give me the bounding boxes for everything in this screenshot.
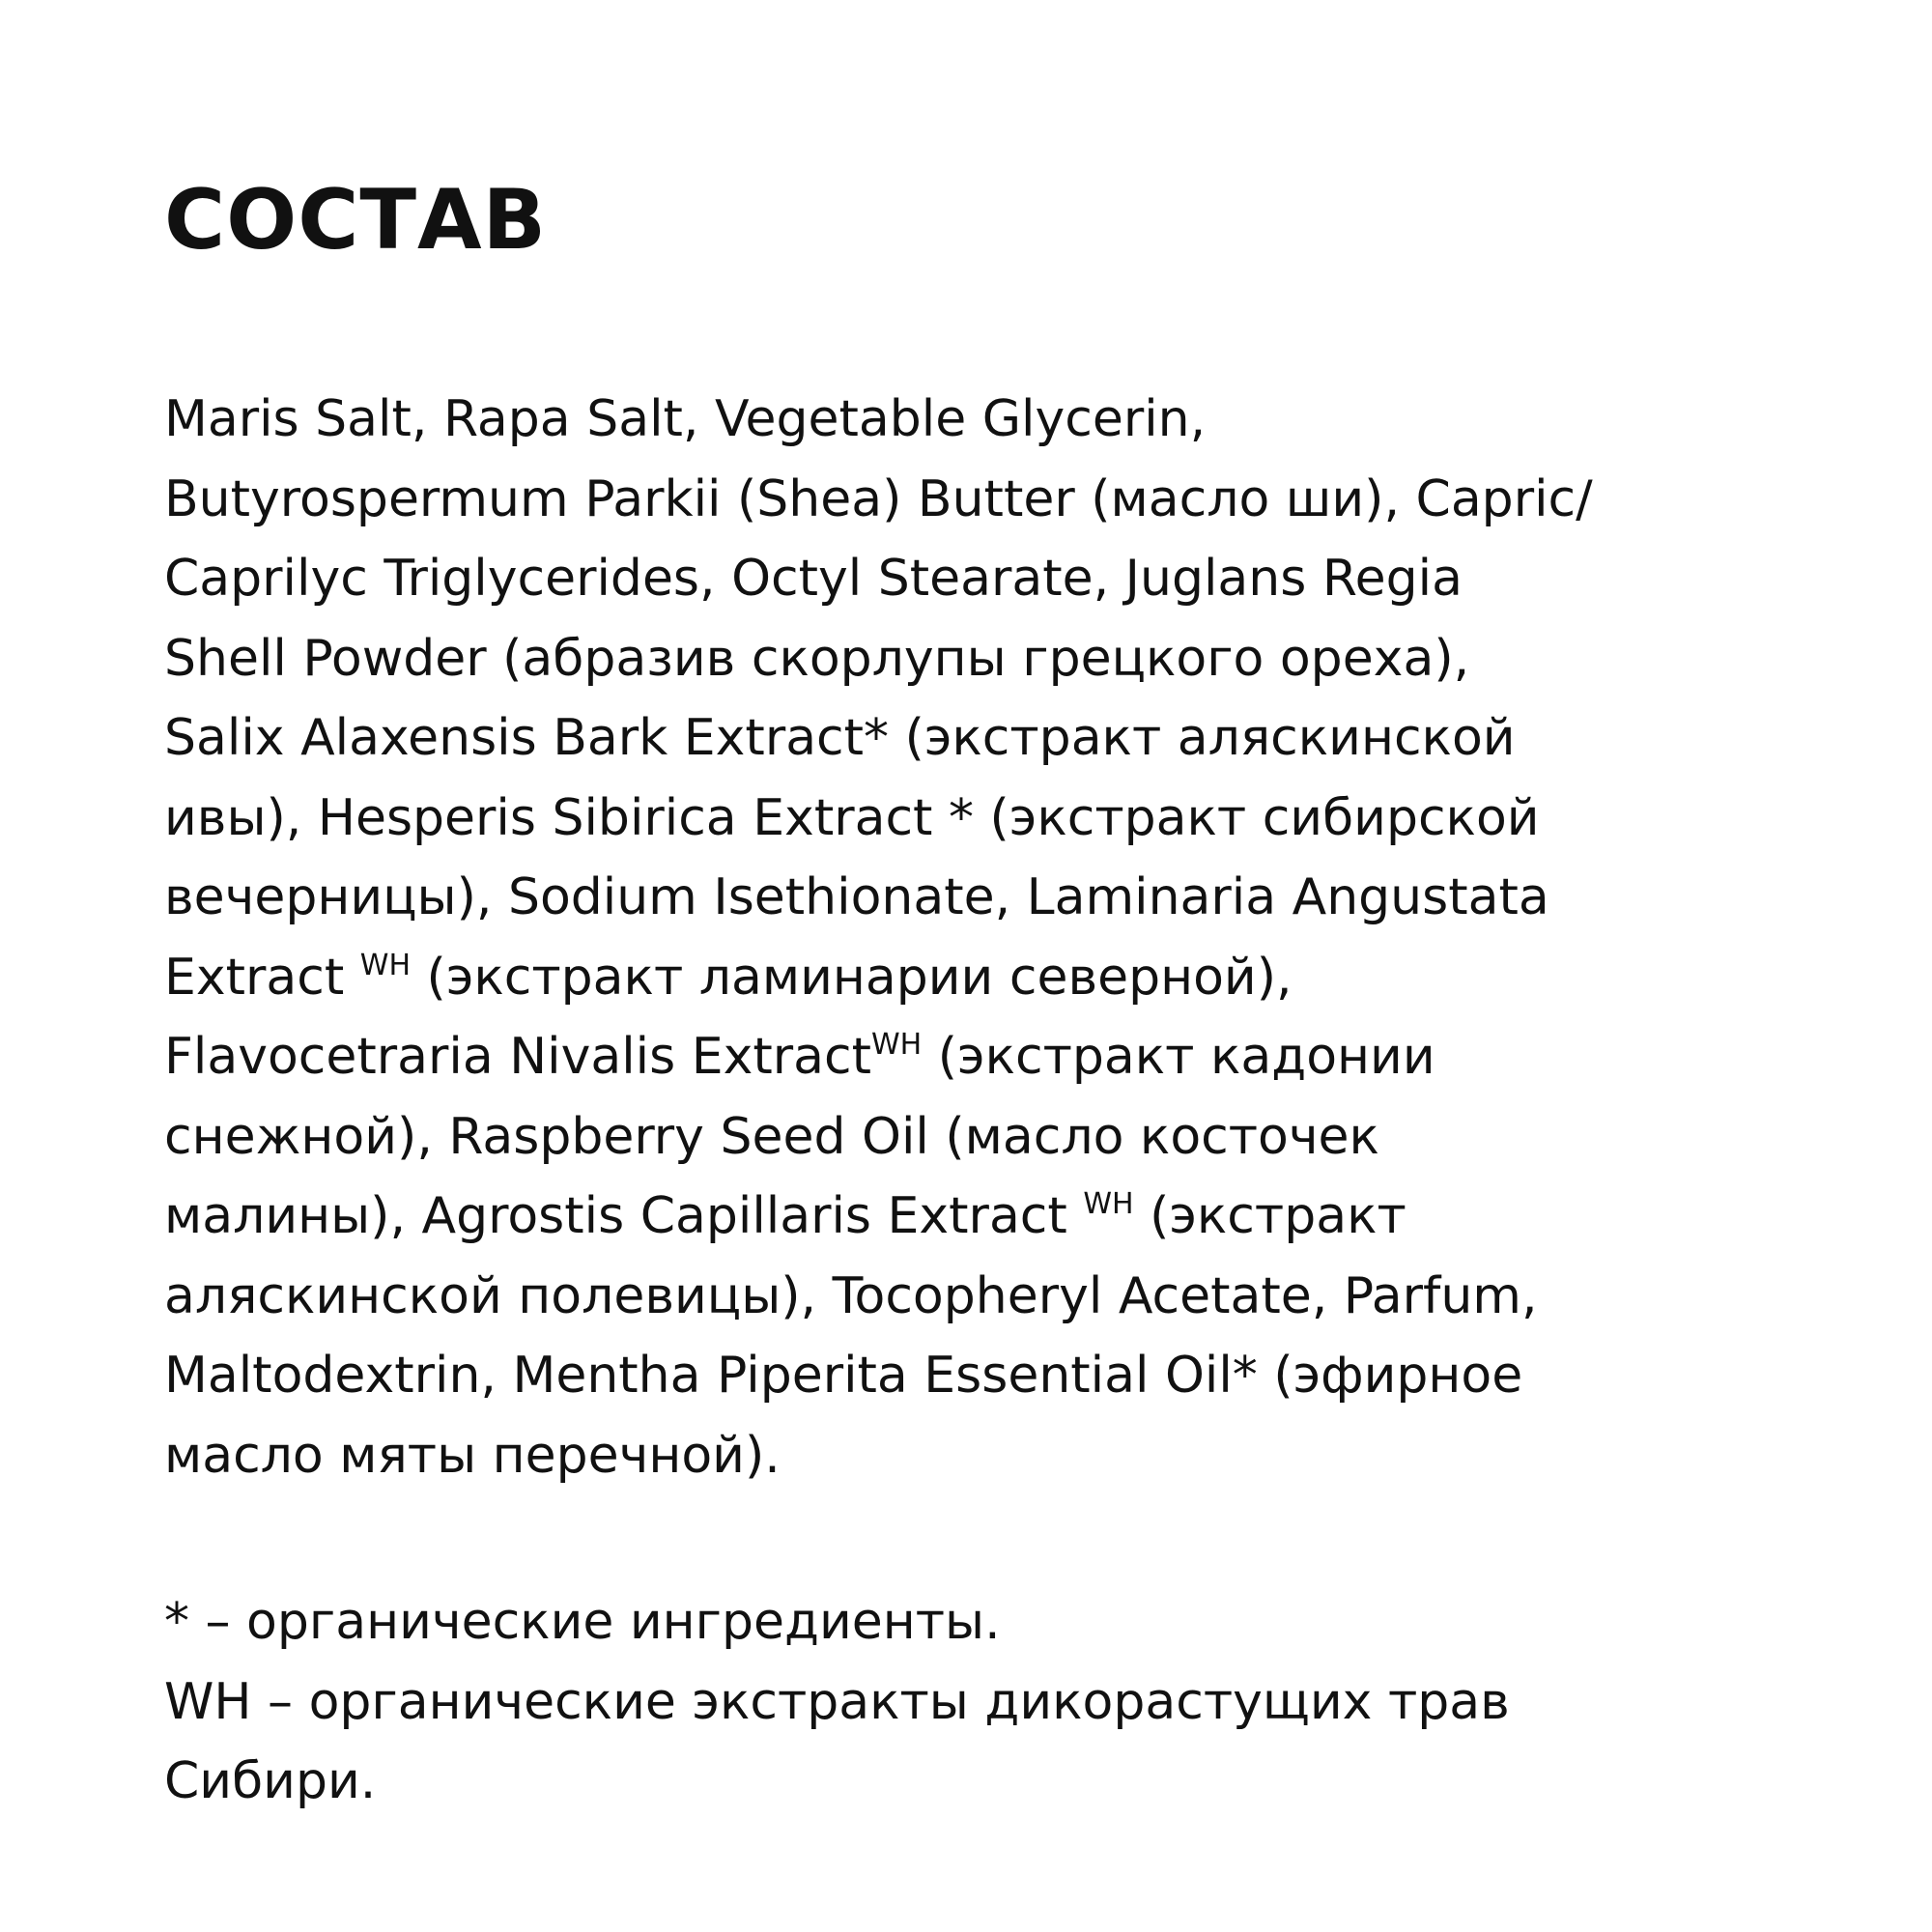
ingredient-text: (экстракт bbox=[1133, 1187, 1406, 1245]
ingredients-line: вечерницы), Sodium Isethionate, Laminaria Angustata bbox=[164, 868, 1549, 926]
wh-marker: WH bbox=[1083, 1187, 1134, 1221]
footnotes bbox=[164, 1582, 1806, 1822]
ingredients-line: Maris Salt, Rapa Salt, Vegetable Glycerin, bbox=[164, 390, 1207, 448]
ingredients-line: Butyrospermum Parkii (Shea) Butter (масло ши), Capric/ bbox=[164, 469, 1593, 528]
footnote-organic: * – органические ингредиенты. bbox=[164, 1593, 1001, 1651]
wh-marker: WH bbox=[871, 1028, 923, 1062]
ingredients-line: масло мяты перечной). bbox=[164, 1426, 781, 1485]
ingredients-line bbox=[164, 1017, 1806, 1097]
ingredients-line: Salix Alaxensis Bark Extract* (экстракт аляскинской bbox=[164, 709, 1516, 767]
ingredient-text: (экстракт кадонии bbox=[922, 1028, 1435, 1086]
ingredients-line bbox=[164, 1177, 1806, 1257]
ingredients-line: Maltodextrin, Mentha Piperita Essential Oil* (эфирное bbox=[164, 1347, 1523, 1405]
ingredient-text: малины), Agrostis Capillaris Extract bbox=[164, 1187, 1084, 1245]
ingredient-text: (экстракт ламинарии северной), bbox=[411, 948, 1293, 1007]
ingredients-line: аляскинской полевицы), Tocopheryl Acetate, Parfum, bbox=[164, 1266, 1538, 1325]
ingredient-text: Extract bbox=[164, 948, 360, 1007]
ingredient-text: Flavocetraria Nivalis Extract bbox=[164, 1028, 871, 1086]
footnote-wild-herbs-cont: Сибири. bbox=[164, 1752, 377, 1810]
ingredients-line: ивы), Hesperis Sibirica Extract * (экстракт сибирской bbox=[164, 788, 1540, 847]
ingredients-line: снежной), Raspberry Seed Oil (масло косточек bbox=[164, 1107, 1379, 1166]
wh-marker: WH bbox=[359, 948, 412, 982]
ingredients-line: Caprilyc Triglycerides, Octyl Stearate, Juglans Regia bbox=[164, 550, 1463, 608]
footnote-wild-herbs: WH – органические экстракты дикорастущих трав bbox=[164, 1672, 1510, 1731]
ingredients-list bbox=[164, 380, 1806, 1495]
ingredients-line: Shell Powder (абразив скорлупы грецкого ореха), bbox=[164, 629, 1470, 688]
page-title: СОСТАВ bbox=[164, 172, 548, 269]
ingredients-line bbox=[164, 938, 1806, 1018]
